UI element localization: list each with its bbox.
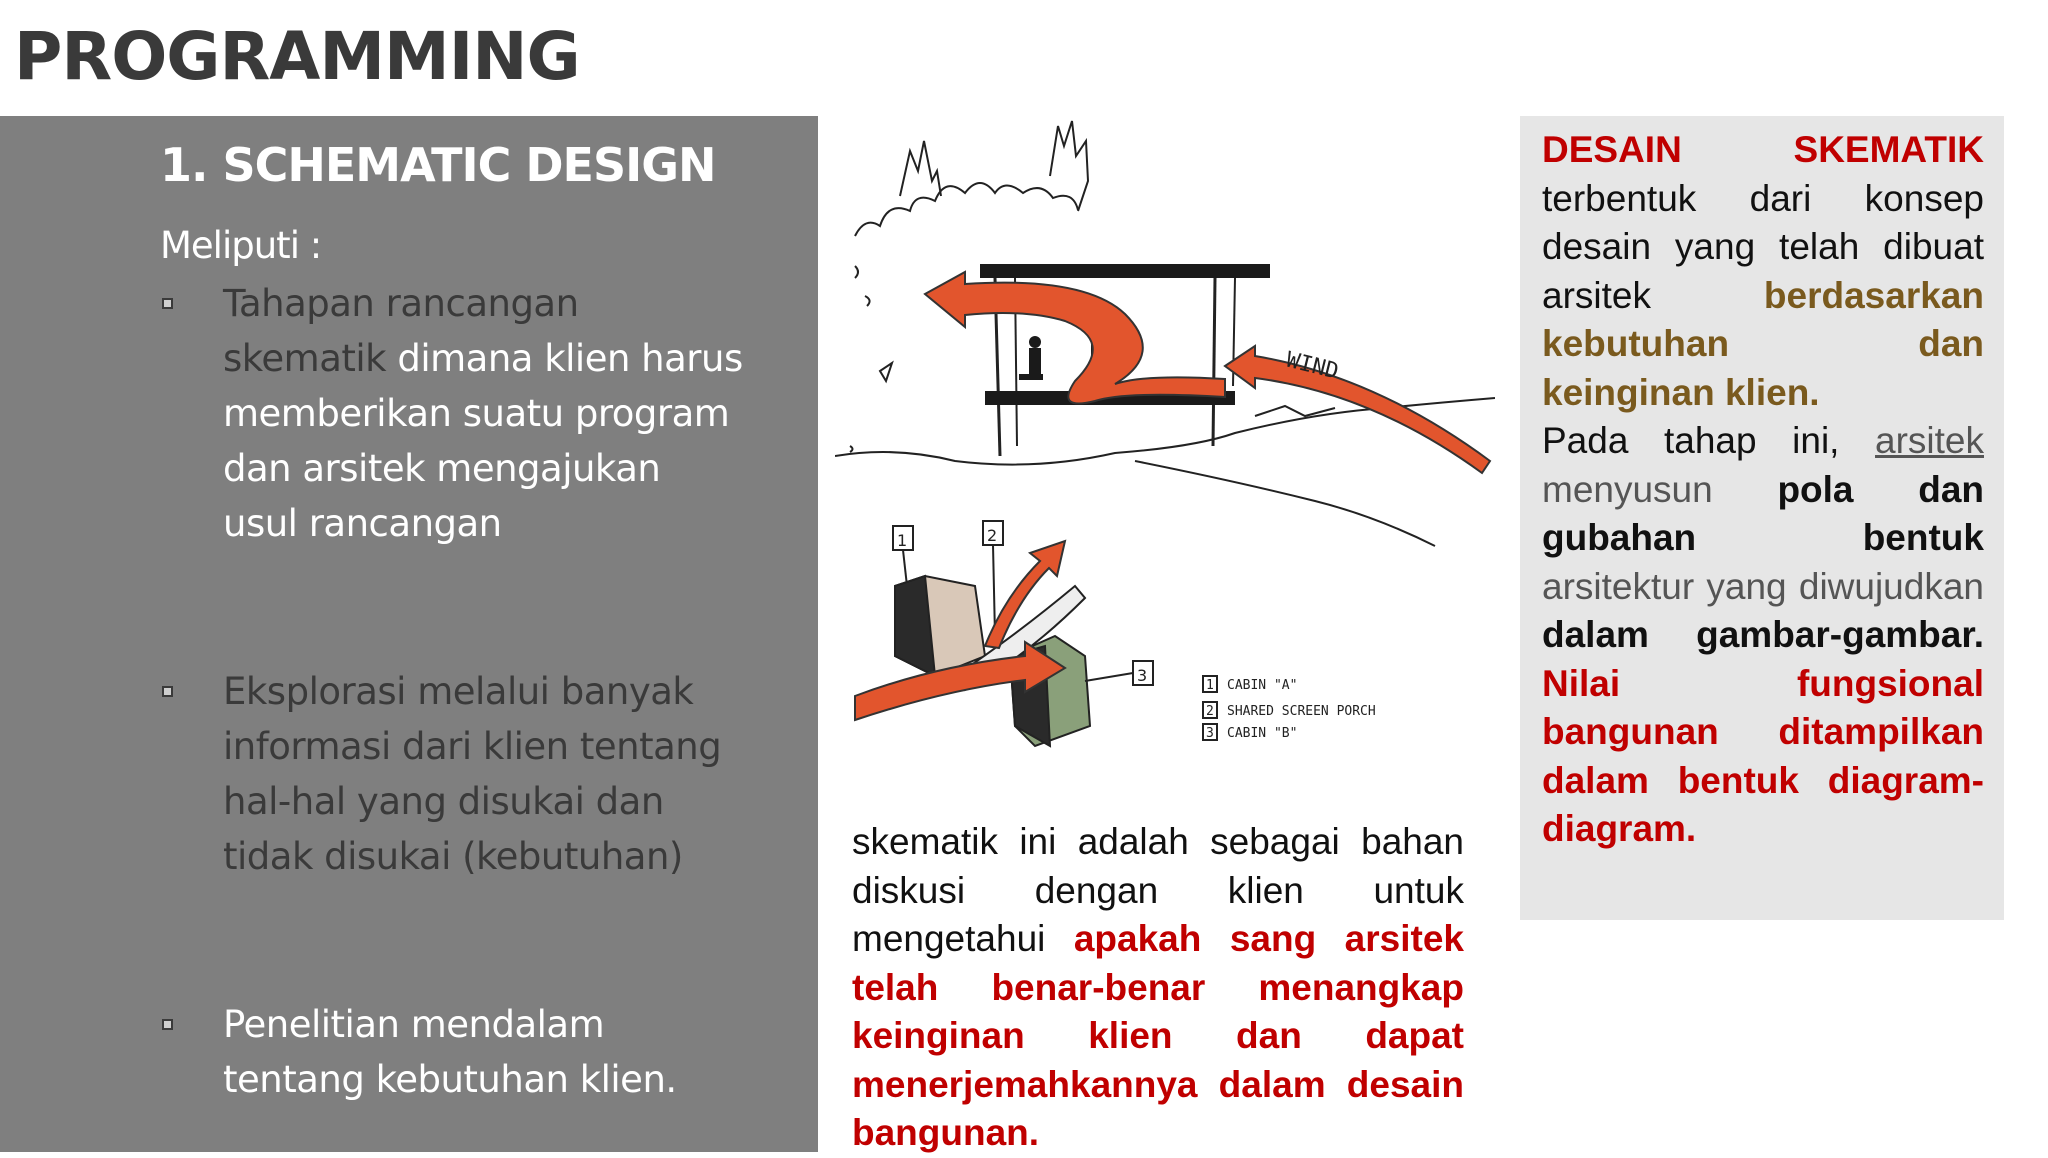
plan-tag-3: 3	[1137, 666, 1148, 685]
description-highlight: apakah sang arsitek telah benar-benar menangkap keinginan klien dan dapat menerjemahkannya dalam desain bangunan.	[852, 918, 1464, 1153]
square-bullet-icon	[162, 298, 173, 309]
arsitek-link[interactable]: arsitek	[1875, 420, 1984, 461]
definition-body: menyusun	[1542, 468, 1778, 510]
legend-num: 3	[1206, 726, 1214, 741]
legend-label: CABIN "A"	[1227, 678, 1298, 693]
legend-num: 2	[1206, 704, 1214, 719]
bullet-text-emphasis: Tahapan rancangan skematik	[223, 282, 579, 380]
schematic-design-panel	[0, 116, 818, 1152]
plan-tag-1: 1	[897, 531, 908, 550]
plan-tag-2: 2	[987, 526, 998, 545]
square-bullet-icon	[162, 686, 173, 697]
definition-body: terbentuk dari konsep desain yang telah dibuat arsitek	[1542, 177, 1984, 316]
bullet-text-rest: dimana klien harus memberikan suatu program dan arsitek mengajukan usul rancangan	[223, 337, 743, 545]
site-plan-diagram-icon	[893, 521, 1153, 746]
term-highlight: DESAIN SKEMATIK	[1542, 129, 1984, 170]
square-bullet-icon	[162, 1019, 173, 1030]
wind-label: WIND	[1283, 347, 1342, 385]
bullet-text	[223, 997, 743, 1107]
definition-emphasis: berdasarkan kebutuhan dan keinginan klien.	[1542, 274, 1984, 413]
sketch-legend	[1203, 676, 1376, 741]
legend-num: 1	[1206, 678, 1214, 693]
page-title: PROGRAMMING	[14, 18, 580, 95]
section-title: 1. SCHEMATIC DESIGN	[160, 138, 716, 192]
definition-box	[1520, 116, 2004, 920]
intro-label: Meliputi :	[160, 224, 322, 267]
roof-line-icon	[980, 264, 1270, 278]
definition-highlight: Nilai fungsional bangunan ditampilkan dalam bentuk diagram-diagram.	[1542, 662, 1984, 849]
bullet-text	[223, 276, 743, 551]
bullet-text	[223, 664, 743, 884]
description-text: skematik ini adalah sebagai bahan diskusi dengan klien untuk mengetahui	[852, 821, 1464, 959]
definition-body: Pada tahap ini,	[1542, 420, 1876, 461]
bullet-text-rest: Penelitian mendalam tentang kebutuhan klien.	[223, 1003, 677, 1101]
definition-body: arsitektur yang diwujudkan	[1542, 565, 1984, 607]
definition-bold: pola dan gubahan bentuk	[1542, 468, 1984, 558]
bullet-text-emphasis: Eksplorasi melalui banyak informasi dari klien tentang hal-hal yang disukai dan tidak disukai (kebutuhan)	[223, 670, 722, 878]
definition-bold: dalam gambar-gambar.	[1542, 614, 1984, 655]
schematic-description	[852, 818, 1464, 1158]
schematic-sketch	[835, 116, 1495, 776]
wind-flow-arrow-icon	[925, 272, 1225, 404]
legend-label: SHARED SCREEN PORCH	[1227, 704, 1376, 719]
definition-text	[1542, 126, 1984, 854]
legend-label: CABIN "B"	[1227, 726, 1298, 741]
